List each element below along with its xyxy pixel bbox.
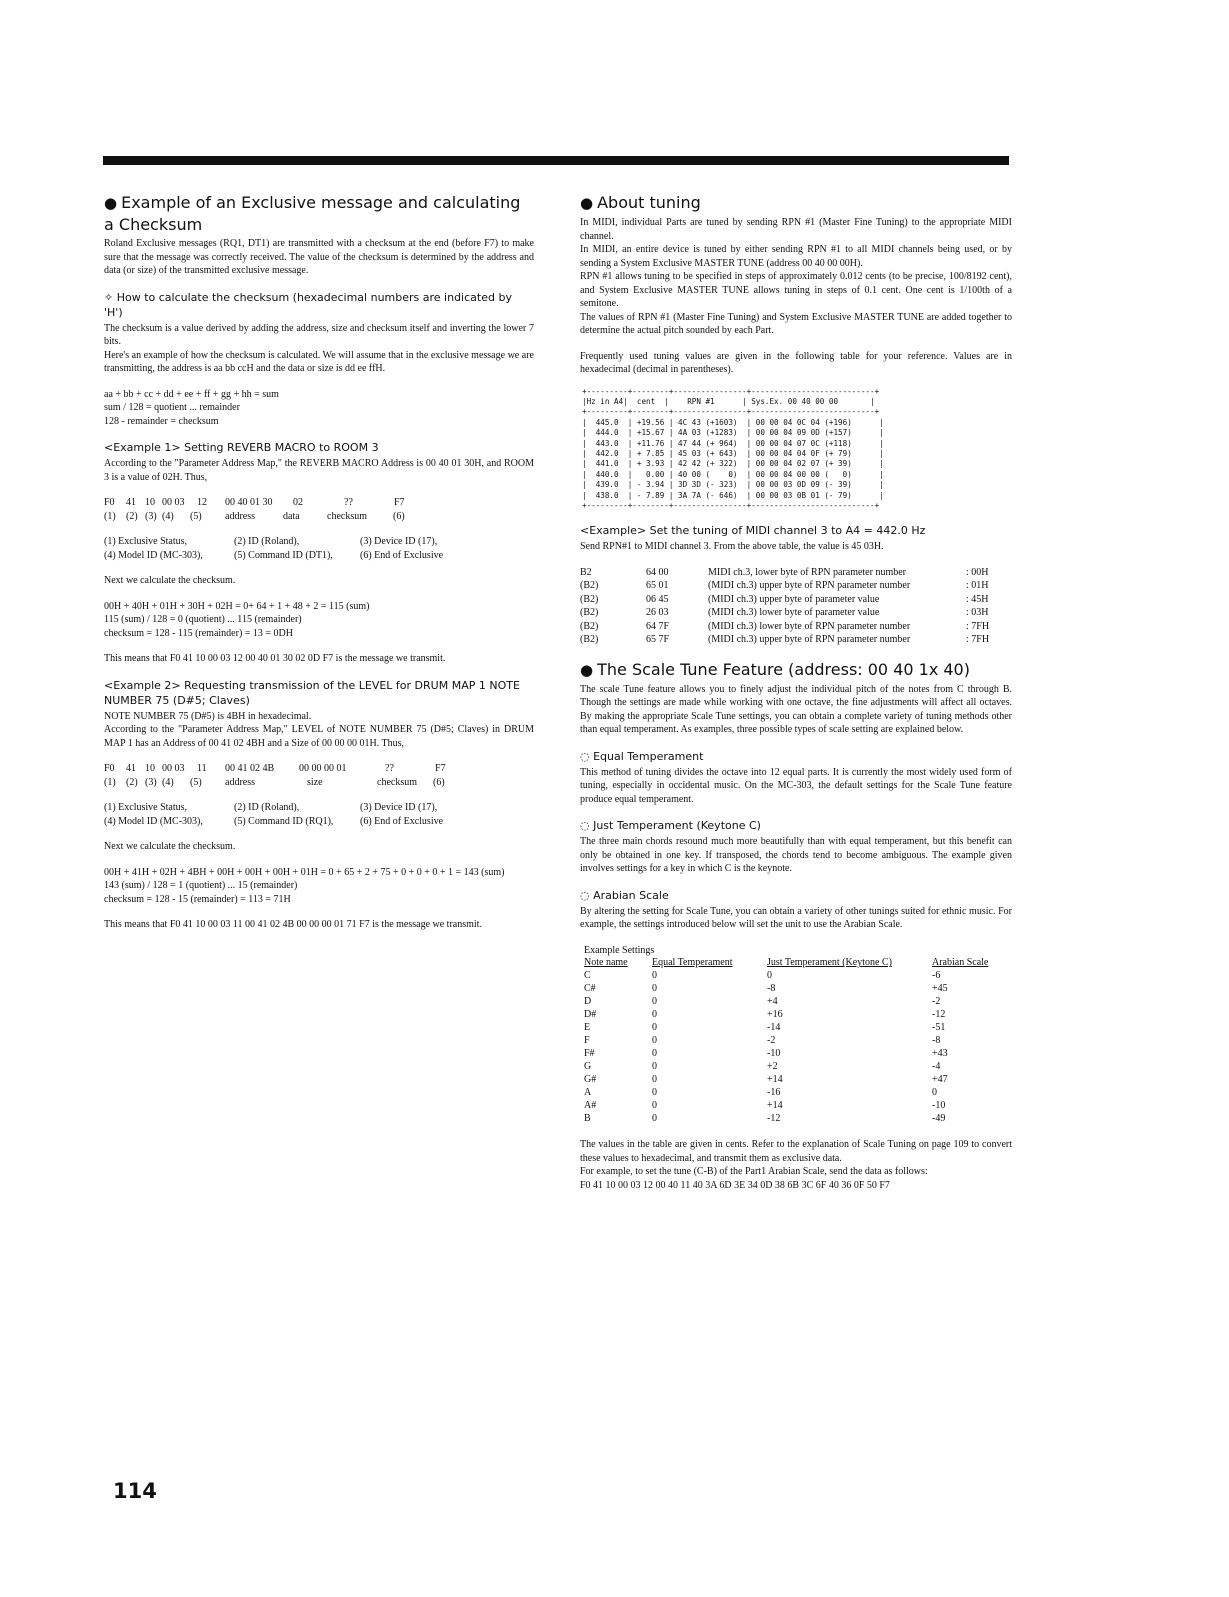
example2-title: <Example 2> Requesting transmission of the LEVEL for DRUM MAP 1 NOTE NUMBER 75 (D#5; Claves) [104,678,520,707]
tuning-body: The values of RPN #1 (Master Fine Tuning) and System Exclusive MASTER TUNE are added together to determine the actual pitch sounded by each Part. [580,311,1012,336]
settings-footer: F0 41 10 00 03 12 00 40 11 40 3A 6D 3E 34 0D 38 6B 3C 6F 40 36 0F 50 F7 [580,1179,890,1191]
example1-calc: checksum = 128 - 115 (remainder) = 13 = 0DH [104,627,293,639]
msg-data: 02 [293,497,303,508]
msg-byte: F0 [104,497,115,508]
settings-row: F# 0 -10 +43 [584,1048,948,1060]
settings-row: G 0 +2 -4 [584,1061,941,1073]
example1-legend: (1) Exclusive Status, (2) ID (Roland), (3) Device ID (17), [104,536,438,547]
example1-body: According to the "Parameter Address Map," the REVERB MACRO Address is 00 40 01 30H, and ROOM 3 is a value of 02H. Thus, [104,458,534,483]
section-title-scale-tune: ● The Scale Tune Feature (address: 00 40 1x 40) [580,659,970,679]
settings-row: G# 0 +14 +47 [584,1074,948,1086]
settings-row: D 0 +4 -2 [584,996,941,1008]
msg-checksum: ?? [385,763,394,774]
msg-byte: 11 [197,763,207,774]
tuning-table-row: | 441.0 | + 3.93 | 42 42 (+ 322) | 00 00 04 02 07 (+ 39) | [582,459,884,469]
section-title-checksum: ● Example of an Exclusive message and calculating a Checksum [104,193,521,234]
tuning-table-row: | 438.0 | - 7.89 | 3A 7A (- 646) | 00 00 03 0B 01 (- 79) | [582,490,884,500]
equal-temperament-title: ◌ Equal Temperament [580,749,704,763]
tuning-body: In MIDI, individual Parts are tuned by sending RPN #1 (Master Fine Tuning) to the appropriate MIDI channel. [580,217,1012,242]
example2-body-1: NOTE NUMBER 75 (D#5) is 4BH in hexadecimal. [104,710,312,722]
settings-row: C 0 0 -6 [584,970,941,982]
how-to-title: ✧ How to calculate the checksum (hexadecimal numbers are indicated by 'H') [104,290,512,319]
rpn-table [580,566,1012,647]
tuning-table-row: | 439.0 | - 3.94 | 3D 3D (- 323) | 00 00 03 0D 09 (- 39) | [582,480,884,490]
rpn-row: B2 64 00 MIDI ch.3, lower byte of RPN parameter number : 00H [580,566,989,578]
just-temperament-body: The three main chords resound much more beautifully than with equal temperament, but this benefit can only be obtained in one key. If transposed, the chords tend to become ambiguous. The example given involves settings for a key in which C is the keynote. [580,836,1012,875]
formula-line: aa + bb + cc + dd + ee + ff + gg + hh = sum [104,388,279,400]
example1-calc: 00H + 40H + 01H + 30H + 02H = 0+ 64 + 1 + 48 + 2 = 115 (sum) [104,600,370,612]
settings-row: A# 0 +14 -10 [584,1100,946,1112]
arabian-scale-body: By altering the setting for Scale Tune, you can obtain a variety of other tunings suited for ethnic music. For example, the settings introduced below will set the unit to use the Arabian Scale. [580,905,1012,931]
example2-next: Next we calculate the checksum. [104,841,236,852]
settings-table-header: Note name Equal Temperament Just Temperament (Keytone C) Arabian Scale [584,957,989,969]
how-to-body-2: Here's an example of how the checksum is calculated. We will assume that in the exclusive message we are transmitting, the address is aa bb ccH and the data or size is dd ee ffH. [104,349,534,374]
tuning-body: In MIDI, an entire device is tuned by either sending RPN #1 to all MIDI channels being used, or by sending a System Exclusive MASTER TUNE (address 00 40 00 00H). [580,244,1012,269]
example2-calc: checksum = 128 - 15 (remainder) = 113 = 71H [104,893,291,905]
section-title-tuning: ● About tuning [580,193,701,212]
tuning-table-row: | 443.0 | +11.76 | 47 44 (+ 964) | 00 00 04 07 0C (+118) | [582,438,884,448]
tuning-frequent: Frequently used tuning values are given in the following table for your reference. Values are in hexadecimal (decimal in parentheses). [580,350,1012,375]
msg-byte: 12 [197,497,207,508]
msg-address: 00 40 01 30 [225,497,273,508]
bullet-icon: ● [104,194,118,212]
msg-byte: F7 [435,763,446,774]
example1-title: <Example 1> Setting REVERB MACRO to ROOM 3 [104,441,379,454]
settings-row: D# 0 +16 -12 [584,1009,946,1021]
settings-row: A 0 -16 0 [584,1087,937,1099]
tuning-table-row: | 442.0 | + 7.85 | 45 03 (+ 643) | 00 00 04 04 0F (+ 79) | [582,448,884,458]
settings-row: E 0 -14 -51 [584,1022,946,1034]
msg-size: 00 00 00 01 [299,763,347,774]
formula-line: sum / 128 = quotient ... remainder [104,402,240,413]
settings-table [584,957,988,1126]
tuning-table: +---------+--------+----------------+---------------------------+ |Hz in A4| cent | RPN #1 | Sys.Ex. 00 40 00 00 | +---------+--------+----------------+---------------------------+ | 445.0 | +19.56 | 4C 43 (+1603) | 00 00 04 0C 04 (+196) | | 444.0 | +15.67 | 4A 03 (+1283) | 00 00 04 09 0D (+157) | | 443.0 | +11.76 | 47 44 (+ 964) | 00 00 04 07 0C (+118) | | 442.0 | + 7.85 | 45 03 (+ 643) | 00 00 04 04 0F (+ 79) | | 441.0 | + 3.93 | 42 42 (+ 322) | 00 00 04 02 07 (+ 39) | | 440.0 | 0.00 | 40 00 ( 0) | 00 00 04 00 00 ( 0) | | 439.0 | - 3.94 | 3D 3D (- 323) | 00 00 03 0D 09 (- 39) | | 438.0 | - 7.89 | 3A 7A (- 646) | 00 00 03 0B 01 (- 79) | +---------+--------+----------------+---------------------------+ [582,387,1012,512]
example-tuning-body: Send RPN#1 to MIDI channel 3. From the above table, the value is 45 03H. [580,541,884,553]
bullet-icon: ● [580,194,594,212]
example1-next: Next we calculate the checksum. [104,575,236,586]
tuning-table-header: |Hz in A4| cent | RPN #1 | Sys.Ex. 00 40 00 00 | [582,396,875,406]
settings-footer: For example, to set the tune (C-B) of the Part1 Arabian Scale, send the data as follows: [580,1166,928,1178]
tuning-body: RPN #1 allows tuning to be specified in steps of approximately 0.012 cents (to be precise, 100/8192 cent), and System Exclusive MASTER TUNE allows tuning in steps of 0.1 cent. One cent is 1/100th of a semitone. [580,271,1012,309]
example1-means: This means that F0 41 10 00 03 12 00 40 01 30 02 0D F7 is the message we transmit. [104,653,446,664]
rpn-row: (B2) 26 03 (MIDI ch.3) lower byte of parameter value : 03H [580,607,989,619]
msg-byte: F7 [394,497,405,508]
how-to-body-1: The checksum is a value derived by adding the address, size and checksum itself and inverting the lower 7 bits. [104,322,534,347]
example1-calc: 115 (sum) / 128 = 0 (quotient) ... 115 (remainder) [104,614,302,625]
msg-byte: 41 [126,497,136,508]
example2-index: (1) (2) (3) (4) (5) address size checksum (6) [104,776,445,788]
settings-row: C# 0 -8 +45 [584,983,948,995]
rpn-row: (B2) 65 01 (MIDI ch.3) upper byte of RPN parameter number : 01H [580,580,989,592]
checksum-intro: Roland Exclusive messages (RQ1, DT1) are transmitted with a checksum at the end (before F7) to make sure that the message was correctly received. The value of the checksum is determined by the address and data (or size) of the transmitted exclusive message. [104,238,534,276]
example-tuning-title: <Example> Set the tuning of MIDI channel 3 to A4 = 442.0 Hz [580,524,926,538]
msg-byte: 00 03 [162,763,185,774]
example2-message [104,762,534,776]
msg-checksum: ?? [344,497,353,508]
msg-address: 00 41 02 4B [225,763,275,774]
rpn-row: (B2) 65 7F (MIDI ch.3) upper byte of RPN parameter number : 7FH [580,634,990,646]
formula-line: 128 - remainder = checksum [104,415,219,427]
msg-byte: 10 [145,763,155,774]
left-column [104,192,534,932]
page-number: 114 [113,1479,157,1503]
rpn-row: (B2) 06 45 (MIDI ch.3) upper byte of parameter value : 45H [580,593,989,605]
msg-byte: 41 [126,763,136,774]
msg-byte: 00 03 [162,497,185,508]
msg-byte: 10 [145,497,155,508]
example2-legend: (1) Exclusive Status, (2) ID (Roland), (3) Device ID (17), [104,802,438,813]
settings-row: F 0 -2 -8 [584,1035,941,1047]
example1-message [104,496,534,510]
tuning-table-row: | 445.0 | +19.56 | 4C 43 (+1603) | 00 00 04 0C 04 (+196) | [582,417,884,427]
right-column [580,192,1012,1192]
example1-legend: (4) Model ID (MC-303), (5) Command ID (DT1), (6) End of Exclusive [104,549,444,561]
example1-index: (1) (2) (3) (4) (5) address data checksum (6) [104,510,405,522]
arabian-scale-title: ◌ Arabian Scale [580,888,669,902]
msg-byte: F0 [104,763,115,774]
bullet-icon: ● [580,660,594,679]
example2-body-2: According to the "Parameter Address Map," LEVEL of NOTE NUMBER 75 (D#5; Claves) in DRUM MAP 1 has an Address of 00 41 02 4BH and a Size of 00 00 00 01H. Thus, [104,724,534,749]
header-rule [103,156,1009,165]
example2-legend: (4) Model ID (MC-303), (5) Command ID (RQ1), (6) End of Exclusive [104,815,444,827]
settings-row: B 0 -12 -49 [584,1113,946,1125]
example2-means: This means that F0 41 10 00 03 11 00 41 02 4B 00 00 00 01 71 F7 is the message we transmit. [104,919,482,930]
example2-calc: 143 (sum) / 128 = 1 (quotient) ... 15 (remainder) [104,880,298,891]
just-temperament-title: ◌ Just Temperament (Keytone C) [580,819,761,833]
settings-label: Example Settings [584,944,655,956]
tuning-table-row: | 444.0 | +15.67 | 4A 03 (+1283) | 00 00 04 09 0D (+157) | [582,428,884,438]
scale-tune-body: The scale Tune feature allows you to finely adjust the individual pitch of the notes from C through B. Though the settings are made while working with one octave, the fine adjustments will affect all octaves. By making the appropriate Scale Tune settings, you can obtain a complete variety of tuning methods other than equal temperament. As examples, three possible types of scale setting are explained below. [580,683,1012,736]
rpn-row: (B2) 64 7F (MIDI ch.3) lower byte of RPN parameter number : 7FH [580,620,990,632]
settings-footer: The values in the table are given in cents. Refer to the explanation of Scale Tuning on page 109 to convert these values to hexadecimal, and transmit them as exclusive data. [580,1139,1012,1164]
example2-calc: 00H + 41H + 02H + 4BH + 00H + 00H + 00H + 01H = 0 + 65 + 2 + 75 + 0 + 0 + 0 + 1 = 143 (sum) [104,866,505,878]
equal-temperament-body: This method of tuning divides the octave into 12 equal parts. It is currently the most widely used form of tuning, especially in occidental music. On the MC-303, the default settings for the Scale Tune feature produce equal temperament. [580,766,1012,805]
tuning-table-row: | 440.0 | 0.00 | 40 00 ( 0) | 00 00 04 00 00 ( 0) | [582,469,884,479]
